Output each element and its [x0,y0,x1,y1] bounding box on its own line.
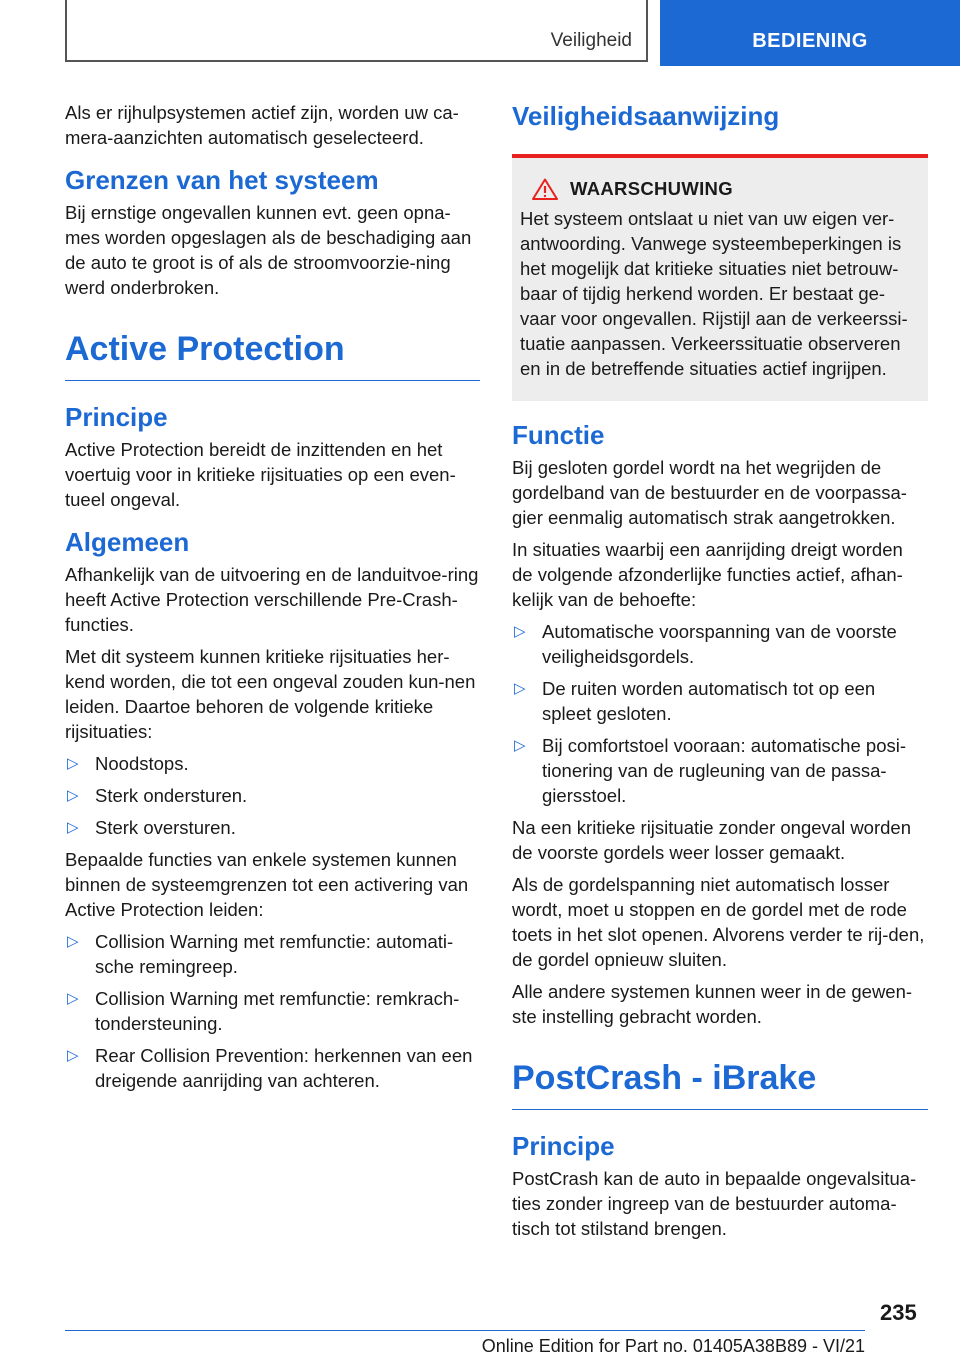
warning-header [532,178,920,200]
triangle-bullet-icon: ▷ [67,755,79,772]
heading-functie: Functie [512,420,605,450]
header-tab-label: BEDIENING [752,30,868,52]
footer-divider [65,1330,865,1331]
warning-title: WAARSCHUWING [570,178,733,199]
footer-edition-text: Online Edition for Part no. 01405A38B89 - VI/21 [481,1336,865,1356]
intro-paragraph: Als er rijhulpsystemen actief zijn, worden uw ca-mera-aanzichten automatisch geselecteerd. [65,102,459,148]
functie-paragraph-2: In situaties waarbij een aanrijding dreigt worden de volgende afzonderlijke functies actief, afhan-kelijk van de behoefte: [512,539,903,610]
list-item: ▷ Collision Warning met remfunctie: automati-sche remingreep. [67,931,454,977]
functie-paragraph-3: Na een kritieke rijsituatie zonder ongeval worden de voorste gordels weer losser gemaakt. [512,817,911,863]
heading-algemeen: Algemeen [65,527,190,557]
list-item: ▷ Sterk ondersturen. [67,785,248,806]
triangle-bullet-icon: ▷ [67,1047,79,1064]
warning-triangle-icon [532,178,558,200]
activation-functions-list [65,929,480,1093]
algemeen-paragraph-3: Bepaalde functies van enkele systemen kunnen binnen de systeemgrenzen tot een activering van Active Protection leiden: [65,849,469,920]
heading-grenzen: Grenzen van het systeem [65,165,379,195]
right-column [512,100,928,1248]
heading-postcrash: PostCrash - iBrake [512,1057,928,1110]
triangle-bullet-icon: ▷ [514,680,526,697]
warning-text: Het systeem ontslaat u niet van uw eigen ver-antwoording. Vanwege systeembeperkingen is het mogelijk dat kritieke situaties niet betrouw-baar of tijdig herkend worden. Er bestaat ge-vaar voor ongevallen. Rijstijl aan de verkeerssi-tuatie aanpassen. Verkeerssituatie observeren en in de betreffende situaties actief ingrijpen. [520,208,908,379]
heading-principe-postcrash: Principe [512,1131,615,1161]
triangle-bullet-icon: ▷ [67,990,79,1007]
triangle-bullet-icon: ▷ [514,623,526,640]
list-item: ▷ Bij comfortstoel vooraan: automatische posi-tionering van de rugleuning van de passa-giersstoel. [514,735,907,806]
triangle-bullet-icon: ▷ [67,933,79,950]
heading-veiligheidsaanwijzing: Veiligheidsaanwijzing [512,101,780,131]
left-column [65,100,480,1100]
functie-paragraph-1: Bij gesloten gordel wordt na het wegrijden de gordelband van de bestuurder en de voorpassa-gier eenmalig automatisch strak aangetrokken. [512,457,907,528]
list-item: ▷ Sterk oversturen. [67,817,236,838]
list-item: ▷ Rear Collision Prevention: herkennen van een dreigende aanrijding van achteren. [67,1045,473,1091]
heading-principe: Principe [65,402,168,432]
critical-situations-list [65,751,480,840]
heading-active-protection: Active Protection [65,328,480,381]
functie-paragraph-5: Alle andere systemen kunnen weer in de gewen-ste instelling gebracht worden. [512,981,913,1027]
grenzen-paragraph: Bij ernstige ongevallen kunnen evt. geen opna-mes worden opgeslagen als de beschadiging aan de auto te groot is of als de stroomvoorzie-ning werd onderbroken. [65,202,472,298]
list-item: ▷ De ruiten worden automatisch tot op een spleet gesloten. [514,678,876,724]
warning-box [512,154,928,401]
list-item: ▷ Noodstops. [67,753,189,774]
list-item: ▷ Collision Warning met remfunctie: remkrach-tondersteuning. [67,988,460,1034]
functie-paragraph-4: Als de gordelspanning niet automatisch losser wordt, moet u stoppen en de gordel met de rode toets in het slot openen. Alvorens verder te rij-den, de gordel opnieuw sluiten. [512,874,925,970]
triangle-bullet-icon: ▷ [67,787,79,804]
page-number: 235 [880,1300,917,1325]
functions-list [512,619,928,808]
principe-paragraph: Active Protection bereidt de inzittenden en het voertuig voor in kritieke rijsituaties op een even-tueel ongeval. [65,439,456,510]
triangle-bullet-icon: ▷ [514,737,526,754]
header-tab[interactable] [660,0,960,66]
list-item: ▷ Automatische voorspanning van de voorste veiligheidsgordels. [514,621,897,667]
algemeen-paragraph-2: Met dit systeem kunnen kritieke rijsituaties her-kend worden, die tot een ongeval zouden kun-nen leiden. Daartoe behoren de volgende kritieke rijsituaties: [65,646,476,742]
triangle-bullet-icon: ▷ [67,819,79,836]
algemeen-paragraph-1: Afhankelijk van de uitvoering en de landuitvoe-ring heeft Active Protection verschillende Pre-Crash-functies. [65,564,479,635]
postcrash-paragraph: PostCrash kan de auto in bepaalde ongevalsitua-ties zonder ingreep van de bestuurder automa-tisch tot stilstand brengen. [512,1168,917,1239]
header-section-title: Veiligheid [550,30,632,51]
